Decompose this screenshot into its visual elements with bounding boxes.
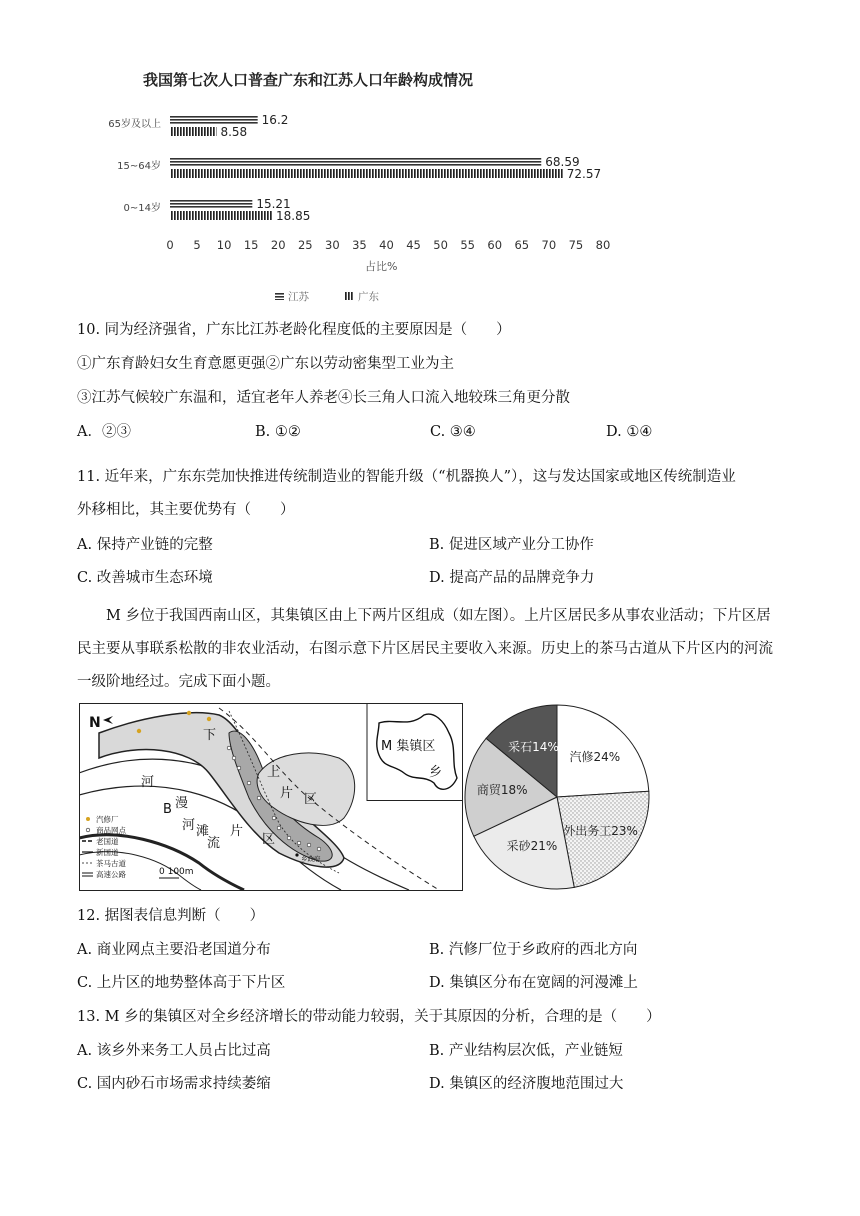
legend-old-national-road: 老国道 xyxy=(96,837,119,846)
x-tick-label: 15 xyxy=(243,238,259,252)
legend-repair-shop: 汽修厂 xyxy=(96,815,119,824)
q10-option-a[interactable]: A．②③ xyxy=(77,424,131,440)
chart-title: 我国第七次人口普查广东和江苏人口年龄构成情况 xyxy=(143,71,474,89)
x-tick-label: 5 xyxy=(193,238,201,252)
q12-option-b[interactable]: B. 汽修厂位于乡政府的西北方向 xyxy=(429,942,638,958)
q11-option-b[interactable]: B. 促进区域产业分工协作 xyxy=(429,537,594,553)
bar-value-label: 16.2 xyxy=(261,113,289,127)
q13-option-d[interactable]: D. 集镇区的经济腹地范围过大 xyxy=(429,1076,624,1092)
legend-highway: 高速公路 xyxy=(96,870,126,879)
map-label-river-he: 河 xyxy=(182,818,196,833)
map-label-man: 漫 xyxy=(175,796,189,811)
map-label-tan: 滩 xyxy=(196,824,210,839)
x-tick-label: 80 xyxy=(595,238,611,252)
map-label-qu1: 区 xyxy=(262,832,276,847)
inset-town-label: M 集镇区 xyxy=(381,739,436,754)
map-scale: 0 100m xyxy=(159,867,194,877)
q12-option-d[interactable]: D. 集镇区分布在宽阔的河漫滩上 xyxy=(429,975,638,991)
q13-option-b[interactable]: B. 产业结构层次低，产业链短 xyxy=(429,1043,623,1059)
legend-new-national-road: 新国道 xyxy=(96,848,119,857)
map-label-b: B xyxy=(163,802,172,817)
q12-option-c[interactable]: C. 上片区的地势整体高于下片区 xyxy=(77,975,286,991)
q10-option-d[interactable]: D. ①④ xyxy=(606,424,653,440)
passage: M 乡位于我国西南山区，其集镇区由上下两片区组成（如左图）。上片区居民多从事农业活动；下片区居民主要从事联系松散的非农业活动，右图示意下片区居民主要收入来源。历史上的茶马古道从下片区内的河流一级阶地经过。完成下面小题。 xyxy=(77,608,773,690)
q11-option-a[interactable]: A. 保持产业链的完整 xyxy=(77,537,213,553)
q10-option-c[interactable]: C. ③④ xyxy=(430,424,476,440)
q10-stem: 10. 同为经济强省，广东比江苏老龄化程度低的主要原因是（ ） xyxy=(77,322,511,338)
legend-tea-horse-road: 茶马古道 xyxy=(96,859,126,868)
legend-label: 广东 xyxy=(358,291,379,303)
q11-stem-line2: 外移相比，其主要优势有（ ） xyxy=(77,502,295,518)
bar-value-label: 68.59 xyxy=(545,155,580,169)
bar-江苏 xyxy=(170,115,258,124)
x-tick-label: 0 xyxy=(166,238,174,252)
age-structure-chart xyxy=(75,65,635,310)
x-tick-label: 20 xyxy=(270,238,286,252)
q11-stem-line1: 11. 近年来，广东东莞加快推进传统制造业的智能升级（“机器换人”），这与发达国家或地区传统制造业 xyxy=(77,469,736,485)
pie-slice-label: 汽修24% xyxy=(569,749,621,764)
town-map xyxy=(79,703,463,891)
x-tick-label: 30 xyxy=(325,238,340,252)
bar-广东 xyxy=(170,211,272,220)
map-label-he: 河 xyxy=(141,775,155,790)
x-tick-label: 45 xyxy=(406,238,421,252)
bar-value-label: 8.58 xyxy=(220,125,248,139)
bar-value-label: 18.85 xyxy=(276,209,311,223)
bar-value-label: 72.57 xyxy=(566,167,602,181)
q13-stem: 13. M 乡的集镇区对全乡经济增长的带动能力较弱，关于其原因的分析，合理的是（ ） xyxy=(77,1009,661,1025)
q13-option-c[interactable]: C. 国内砂石市场需求持续萎缩 xyxy=(77,1076,271,1092)
pie-slice-label: 商贸18% xyxy=(476,783,528,798)
x-tick-label: 55 xyxy=(460,238,476,252)
x-tick-label: 25 xyxy=(297,238,313,252)
inset-xiang-label: 乡 xyxy=(429,765,443,780)
q10-option-b[interactable]: B. ①② xyxy=(255,424,301,440)
category-label: 15~64岁 xyxy=(117,161,161,172)
x-tick-label: 75 xyxy=(568,238,584,252)
legend-swatch xyxy=(275,292,284,300)
q11-option-d[interactable]: D. 提高产品的品牌竞争力 xyxy=(429,570,595,586)
map-label-pian1: 片 xyxy=(230,824,244,839)
x-tick-label: 50 xyxy=(433,238,448,252)
x-tick-label: 65 xyxy=(514,238,530,252)
pie-slice-label: 外出务工23% xyxy=(563,823,638,838)
x-tick-label: 60 xyxy=(487,238,503,252)
bar-广东 xyxy=(170,169,563,178)
q12-option-a[interactable]: A. 商业网点主要沿老国道分布 xyxy=(77,942,271,958)
map-township-gov: 乡政府 xyxy=(301,855,321,863)
bar-江苏 xyxy=(170,199,252,208)
x-tick-label: 70 xyxy=(541,238,557,252)
map-label-shang: 上 xyxy=(267,765,281,780)
x-tick-label: 40 xyxy=(379,238,394,252)
pie-slice-label: 采石14% xyxy=(508,740,559,755)
pie-slice-label: 采砂21% xyxy=(506,839,558,854)
x-tick-label: 10 xyxy=(216,238,232,252)
map-label-river-liu: 流 xyxy=(207,836,221,851)
category-label: 0~14岁 xyxy=(123,203,161,214)
q13-option-a[interactable]: A. 该乡外来务工人员占比过高 xyxy=(77,1043,271,1059)
legend-swatch xyxy=(345,292,354,300)
x-axis-label: 占比% xyxy=(365,260,398,273)
map-label-xia: 下 xyxy=(203,728,217,743)
map-north-label: N xyxy=(89,715,101,731)
income-pie-chart xyxy=(462,702,652,892)
map-label-pian2: 片 xyxy=(280,786,294,801)
legend-shop-point: 商品网点 xyxy=(96,826,126,835)
q12-stem: 12. 据图表信息判断（ ） xyxy=(77,908,265,924)
q11-option-c[interactable]: C. 改善城市生态环境 xyxy=(77,570,213,586)
q10-statement-line1: ①广东育龄妇女生育意愿更强②广东以劳动密集型工业为主 xyxy=(77,356,454,372)
bar-广东 xyxy=(170,127,216,136)
category-label: 65岁及以上 xyxy=(108,119,161,130)
legend-label: 江苏 xyxy=(288,291,309,303)
map-label-qu2: 区 xyxy=(304,792,318,807)
bar-value-label: 15.21 xyxy=(256,197,291,211)
bar-江苏 xyxy=(170,157,541,166)
q10-statement-line2: ③江苏气候较广东温和，适宜老年人养老④长三角人口流入地较珠三角更分散 xyxy=(77,390,570,406)
x-tick-label: 35 xyxy=(352,238,367,252)
